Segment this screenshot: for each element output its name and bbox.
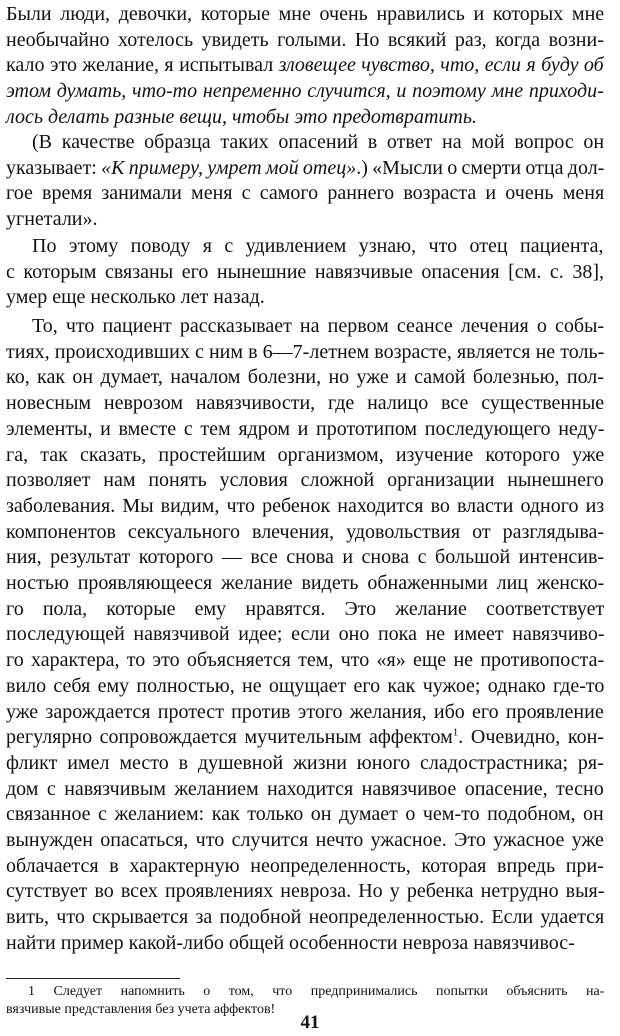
text-line (6, 878, 604, 904)
text-line (6, 724, 604, 750)
text-run: вить, что скрывается за подобной неопределенностью. Если удается (6, 906, 605, 929)
text-run: связанное с желанием: как только он думает о чем-то подобном, он (6, 803, 604, 826)
page-number: 41 (300, 1012, 320, 1033)
text-run: последующей навязчивой идее; если оно пока не имеет навязчиво- (6, 623, 605, 646)
text-run: ния, результат которого — все снова и снова с большой интенсив- (6, 546, 605, 569)
text-run: вило себя ему полностью, не ощущает его как чужое; однако где-то (6, 674, 605, 697)
text-line (32, 129, 604, 155)
text-line (6, 104, 477, 130)
text-line (6, 52, 604, 78)
text-line (6, 390, 604, 416)
text-run: сутствует во всех проявлениях невроза. Но у ребенка нетрудно выя- (6, 880, 605, 903)
text-line (6, 801, 604, 827)
text-line (6, 206, 98, 232)
text-run: Были люди, девочки, которые мне очень нравились и которых мне (6, 3, 605, 25)
text-line (6, 776, 604, 802)
text-run: уже зарождается протест против этого желания, ибо его проявление (6, 700, 604, 723)
text-line (32, 313, 604, 339)
text-line (6, 364, 604, 390)
text-run: с которым связаны его нынешние навязчивые опасения [см. с. 38], (6, 260, 604, 283)
text-run: То, что пациент рассказывает на первом сеансе лечения о собы- (32, 315, 605, 337)
text-run: тиях, происходивших с ним в 6—7-летнем возрасте, является не толь- (6, 340, 605, 363)
text-run: регулярно сопровождается мучительным аффектом (6, 726, 453, 749)
text-run: гое время занимали меня с самого раннего возраста и очень меня (6, 182, 605, 205)
text-line (6, 647, 604, 673)
text-run: угнетали». (6, 208, 98, 231)
text-line (6, 544, 604, 570)
text-run: указывает: (6, 156, 102, 179)
text-run: заболевания. Мы видим, что ребенок находится во власти одного из (6, 494, 605, 517)
text-line (6, 1, 604, 27)
text-line (6, 78, 604, 104)
text-run: фликт имел место в душевной жизни юного сладострастника; ря- (6, 751, 604, 774)
text-run: ностью проявляющееся желание видеть обнаженными лиц женско- (6, 572, 605, 594)
text-line (6, 596, 604, 622)
text-line (6, 442, 604, 468)
text-run: кало это желание, я испытывал (6, 54, 279, 77)
footnote-divider (6, 978, 180, 979)
text-line (6, 853, 604, 879)
text-line (6, 750, 604, 776)
text-line (6, 904, 604, 930)
text-line (6, 519, 604, 545)
text-line (6, 155, 604, 181)
text-run: га, так сказать, простейшим организмом, изучение которого уже (6, 443, 605, 466)
text-run: необычайно хотелось увидеть голыми. Но всякий раз, когда возни- (6, 28, 604, 51)
text-line (6, 27, 604, 53)
text-line (6, 467, 604, 493)
text-line (6, 180, 604, 206)
footnote-ref: 1 (452, 726, 459, 739)
text-line (6, 416, 604, 442)
italic-run: «К примеру, умрет мой отец» (101, 156, 357, 179)
text-line (6, 621, 604, 647)
text-run: вынужден опасаться, что случится нечто ужасное. Это ужасное уже (6, 829, 604, 851)
text-line (6, 673, 604, 699)
text-run: .) «Мысли о смерти отца дол- (356, 156, 605, 179)
text-line (6, 827, 604, 853)
italic-run: этом думать, что-то непременно случится, и поэтому мне приходи- (6, 80, 604, 103)
text-run: го характера, то это объясняется тем, что «я» еще не противопоста- (6, 649, 605, 672)
text-line (6, 570, 604, 596)
text-line (6, 493, 604, 519)
text-run: По этому поводу я с удивлением узнаю, что отец пациента, (32, 235, 604, 257)
text-line (6, 930, 575, 956)
text-run: ко, как он думает, началом болезни, но уже и самой болезнью, пол- (6, 366, 604, 389)
text-line (32, 233, 603, 259)
text-run: элементы, и вместе с тем ядром и прототипом последующего неду- (6, 417, 605, 440)
text-run: новесным неврозом навязчивости, где налицо все существенные (6, 392, 605, 415)
footnote-line: 1 Следует напомнить о том, что предпринимались попытки объяснить на- (28, 984, 605, 999)
text-run: умер еще несколько лет назад. (6, 286, 265, 309)
text-run: облачается в характерную неопределенность, которая впредь при- (6, 854, 604, 877)
text-run: . Очевидно, кон- (458, 726, 604, 749)
text-line (6, 699, 604, 725)
footnote-line: вязчивые представления без учета аффектов! (6, 1002, 276, 1017)
text-run: найти пример какой-либо общей особенности невроза навязчивос- (6, 931, 575, 954)
italic-run: лось делать разные вещи, чтобы это предотвратить. (6, 105, 477, 128)
text-run: го пола, которые ему нравятся. Это желание соответствует (6, 597, 605, 620)
text-line (6, 339, 604, 365)
text-run: (В качестве образца таких опасений в ответ на мой вопрос он (32, 131, 605, 153)
text-line (6, 259, 604, 285)
text-run: дом с навязчивым желанием находится навязчивое опасение, тесно (6, 777, 604, 800)
text-line (6, 284, 265, 310)
text-run: компонентов сексуального влечения, удовольствия от разглядыва- (6, 520, 605, 543)
italic-run: зловещее чувство, что, если я буду об (278, 54, 604, 77)
text-run: позволяет нам понять условия сложной организации нынешнего (6, 469, 604, 492)
